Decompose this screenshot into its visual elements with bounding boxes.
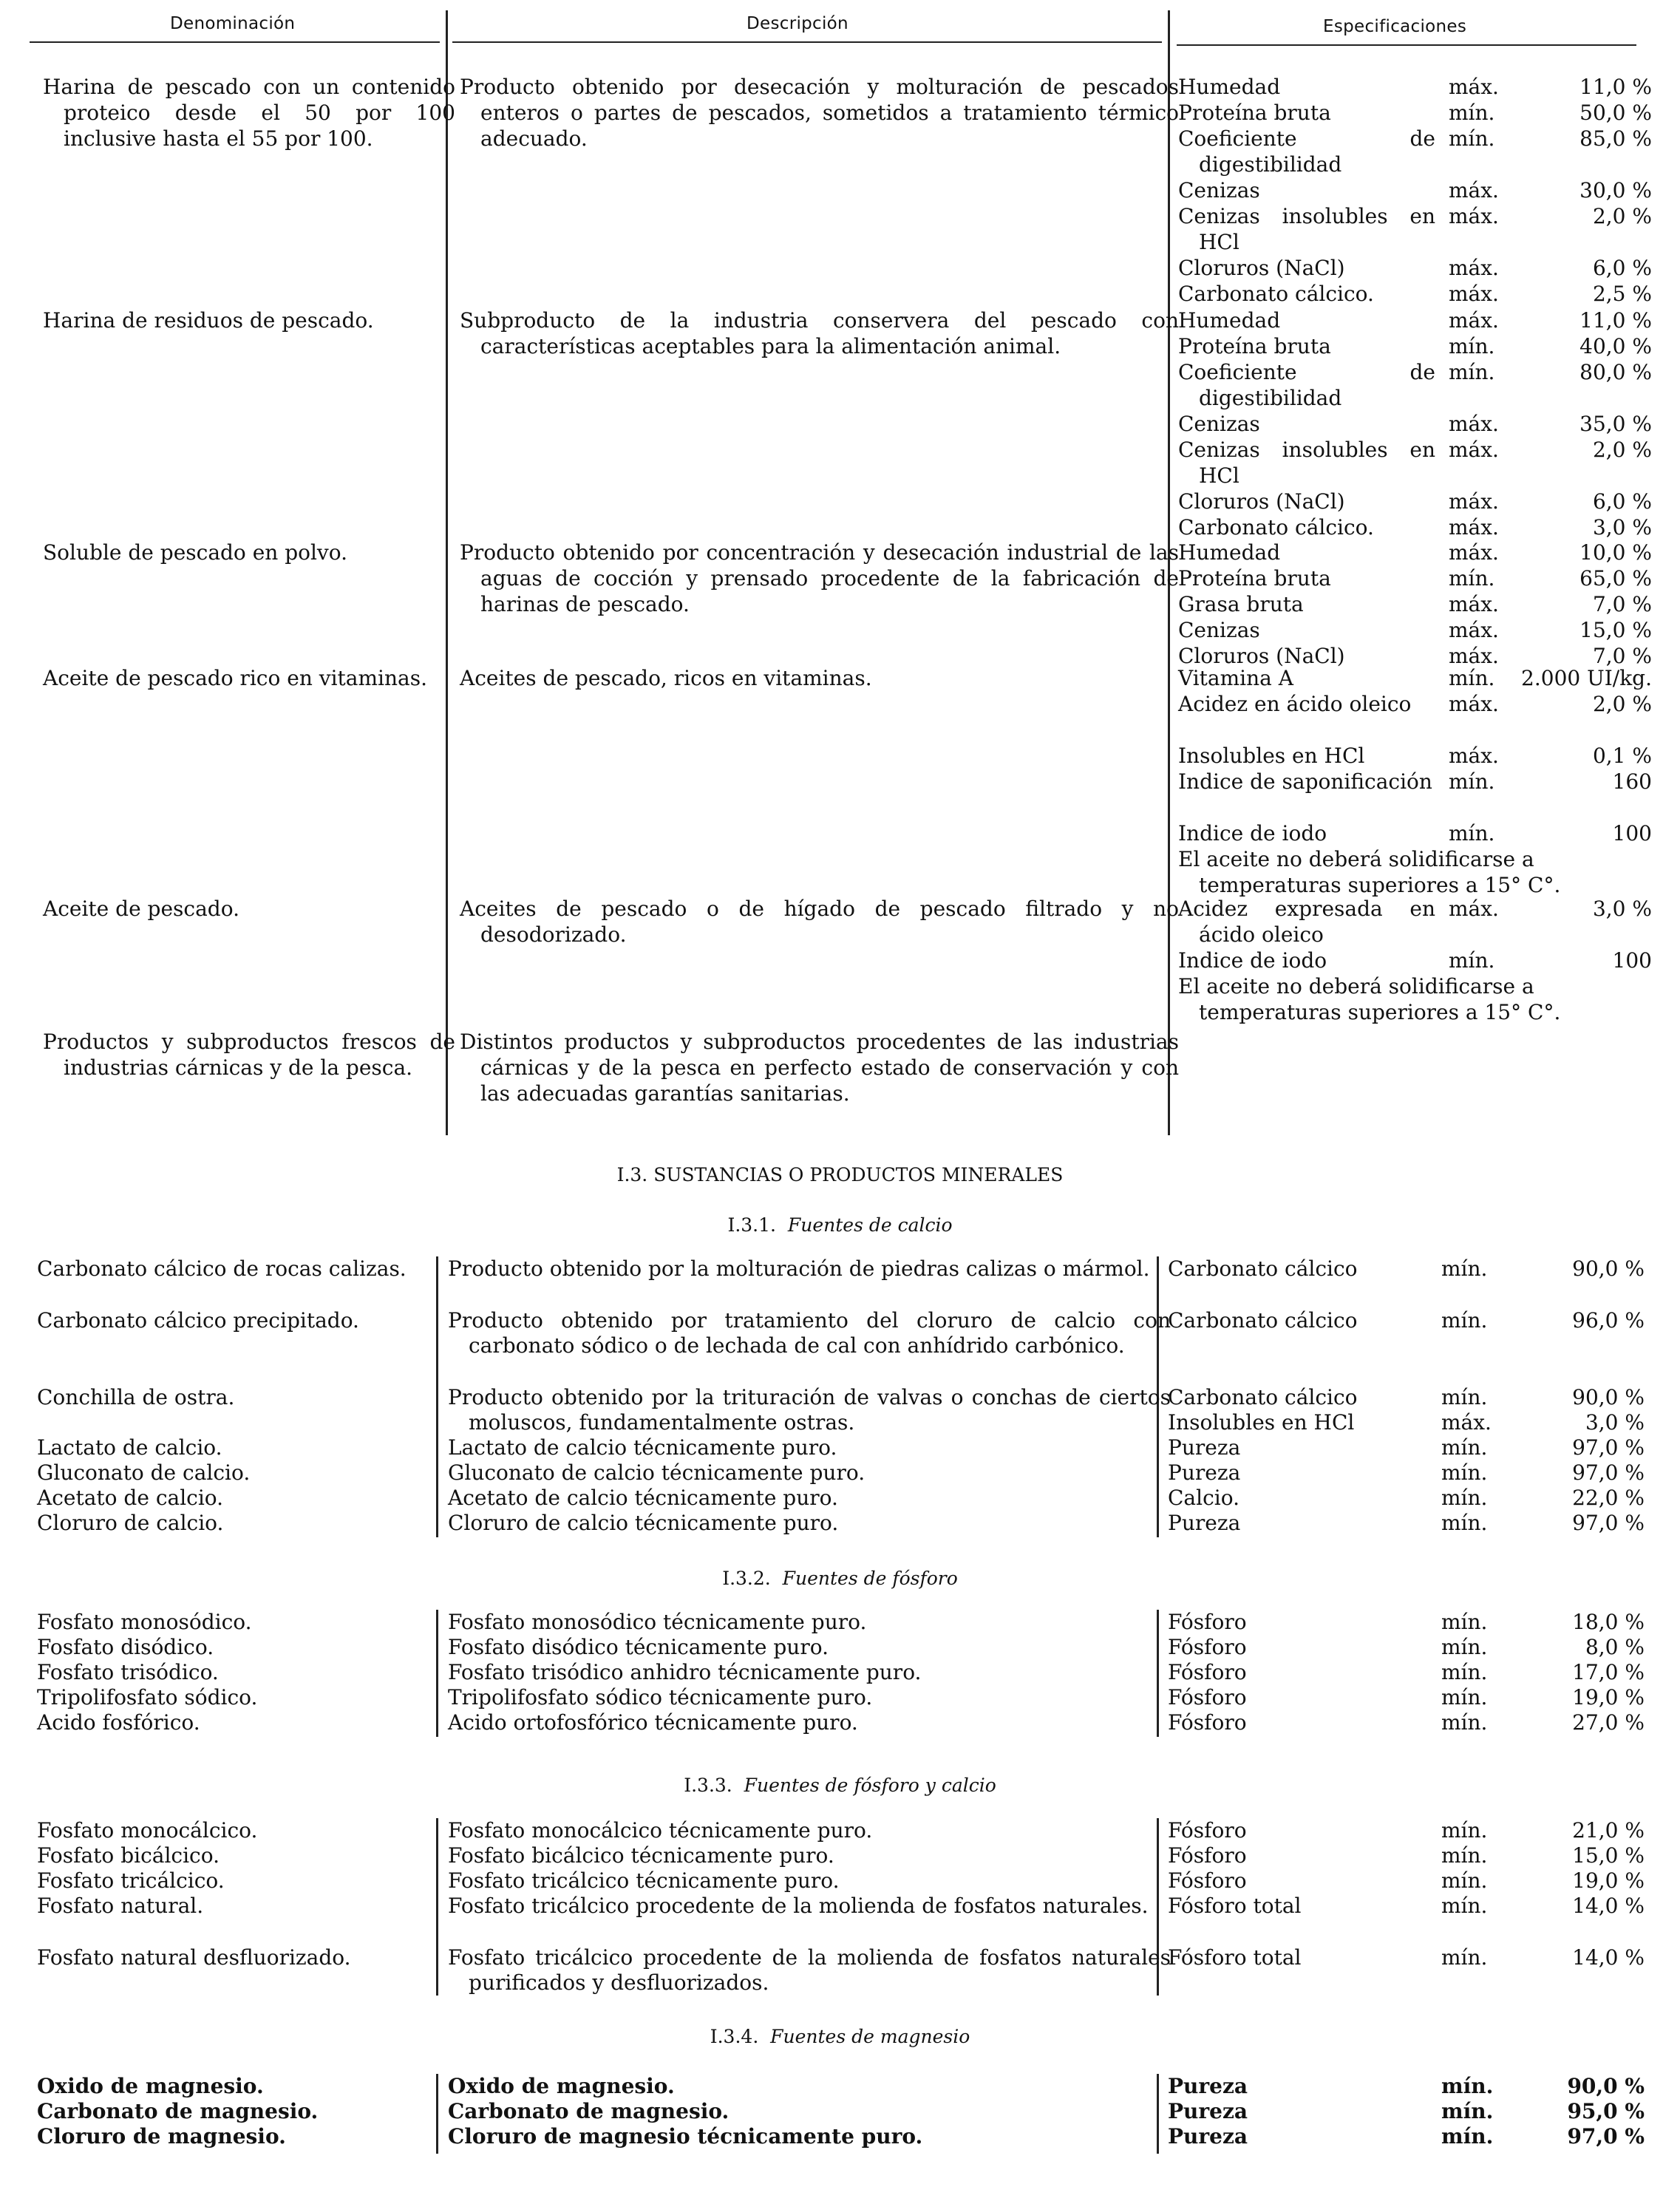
spec-mode: mín. — [1441, 1435, 1488, 1460]
spec-mode: máx. — [1449, 308, 1499, 333]
spec-name: Cenizas — [1178, 412, 1260, 436]
spec-value: 0,1 % — [1592, 744, 1652, 768]
spec-name: Pureza — [1168, 2124, 1248, 2149]
spec-name: Cenizas — [1178, 618, 1260, 642]
spec-mode: mín. — [1441, 2074, 1494, 2098]
spec-name: Cloruros (NaCl) — [1178, 644, 1345, 668]
denominacion-cell: Fosfato tricálcico. — [37, 1868, 225, 1893]
spec-name: Indice de iodo — [1178, 821, 1327, 846]
descripcion-cell: Fosfato trisódico anhidro técnicamente puro. — [448, 1660, 922, 1684]
spec-mode: mín. — [1441, 1945, 1488, 1970]
denominacion-cell: Gluconato de calcio. — [37, 1460, 251, 1485]
spec-mode: mín. — [1441, 1894, 1488, 1918]
spec-mode: máx. — [1449, 692, 1499, 716]
spec-mode: mín. — [1449, 666, 1495, 690]
descripcion-cell: Cloruro de magnesio técnicamente puro. — [448, 2124, 923, 2149]
spec-name: Fósforo — [1168, 1635, 1247, 1659]
descripcion-cell: Fosfato monosódico técnicamente puro. — [448, 1610, 867, 1634]
spec-value: 15,0 % — [1572, 1843, 1645, 1868]
denominacion-cell: Cloruro de calcio. — [37, 1511, 224, 1535]
spec-name: Proteína bruta — [1178, 101, 1331, 125]
spec-name: Cenizas insolubles en HCl — [1178, 204, 1435, 254]
spec-name: Pureza — [1168, 2074, 1248, 2098]
subsection-title-magnesio: I.3.4. Fuentes de magnesio — [710, 2026, 970, 2047]
header-especificaciones: Especificaciones — [1323, 17, 1467, 36]
spec-value: 50,0 % — [1579, 101, 1652, 125]
spec-value: 14,0 % — [1572, 1945, 1645, 1970]
descripcion-cell: Fosfato disódico técnicamente puro. — [448, 1635, 829, 1659]
spec-value: 19,0 % — [1572, 1685, 1645, 1710]
spec-value: 22,0 % — [1572, 1486, 1645, 1510]
spec-value: 100 — [1612, 948, 1652, 973]
spec-name: Vitamina A — [1178, 666, 1293, 690]
spec-value: 6,0 % — [1592, 489, 1652, 514]
spec-name: Insolubles en HCl — [1178, 744, 1365, 768]
spec-value: 3,0 % — [1585, 1410, 1645, 1435]
spec-value: 19,0 % — [1572, 1868, 1645, 1893]
spec-mode: máx. — [1449, 438, 1499, 462]
spec-mode: mín. — [1449, 566, 1495, 591]
descripcion-cell: Carbonato de magnesio. — [448, 2099, 730, 2123]
descripcion-cell: Acido ortofosfórico técnicamente puro. — [448, 1710, 858, 1735]
spec-mode: máx. — [1449, 592, 1499, 616]
spec-mode: mín. — [1441, 1486, 1488, 1510]
spec-name: Acidez expresada en ácido oleico — [1178, 897, 1435, 947]
denominacion-cell: Productos y subproductos frescos de industrias cárnicas y de la pesca. — [43, 1030, 455, 1080]
spec-value: 40,0 % — [1579, 334, 1652, 358]
descripcion-cell: Producto obtenido por desecación y molturación de pescados enteros o partes de pescados, sometidos a tratamiento térmico adecuado. — [460, 75, 1179, 151]
spec-value: 65,0 % — [1579, 566, 1652, 591]
spec-name: Indice de saponificación — [1178, 769, 1432, 794]
header-descripcion: Descripción — [747, 14, 848, 33]
spec-value: 8,0 % — [1585, 1635, 1645, 1659]
spec-mode: mín. — [1441, 1308, 1488, 1333]
descripcion-cell: Fosfato monocálcico técnicamente puro. — [448, 1818, 873, 1843]
spec-mode: máx. — [1449, 744, 1499, 768]
spec-value: 90,0 % — [1572, 1256, 1645, 1281]
spec-mode: mín. — [1449, 334, 1495, 358]
denominacion-cell: Fosfato bicálcico. — [37, 1843, 220, 1868]
spec-name: Carbonato cálcico. — [1178, 282, 1374, 306]
spec-mode: mín. — [1441, 1256, 1488, 1281]
spec-value: 35,0 % — [1579, 412, 1652, 436]
denominacion-cell: Lactato de calcio. — [37, 1435, 222, 1460]
spec-name: Fósforo — [1168, 1868, 1247, 1893]
header-rule — [452, 41, 1162, 43]
spec-name: Carbonato cálcico. — [1178, 515, 1374, 540]
spec-value: 7,0 % — [1592, 644, 1652, 668]
spec-name: Fósforo — [1168, 1685, 1247, 1710]
subsection-title-calcio: I.3.1. Fuentes de calcio — [727, 1214, 953, 1236]
spec-value: 11,0 % — [1579, 75, 1652, 99]
spec-mode: máx. — [1449, 178, 1499, 203]
denominacion-cell: Conchilla de ostra. — [37, 1385, 235, 1409]
subsection-title-fosforo: I.3.2. Fuentes de fósforo — [722, 1568, 958, 1589]
descripcion-cell: Producto obtenido por concentración y desecación industrial de las aguas de cocción y prensado procedente de la fabricación de harinas de pescado. — [460, 540, 1179, 616]
section-title: I.3. SUSTANCIAS O PRODUCTOS MINERALES — [616, 1164, 1064, 1185]
spec-value: 2,0 % — [1592, 204, 1652, 228]
spec-value: 97,0 % — [1567, 2124, 1645, 2149]
spec-mode: mín. — [1441, 1660, 1488, 1684]
spec-name: Proteína bruta — [1178, 566, 1331, 591]
spec-name: Fósforo total — [1168, 1945, 1302, 1970]
subsection-title-fosforo-calcio: I.3.3. Fuentes de fósforo y calcio — [684, 1775, 996, 1796]
spec-name: Acidez en ácido oleico — [1178, 692, 1412, 716]
spec-value: 2,0 % — [1592, 438, 1652, 462]
spec-name: Fósforo — [1168, 1610, 1247, 1634]
denominacion-cell: Fosfato natural desfluorizado. — [37, 1945, 351, 1970]
spec-name: Insolubles en HCl — [1168, 1410, 1355, 1435]
spec-name: Pureza — [1168, 1460, 1241, 1485]
descripcion-cell: Fosfato tricálcico procedente de la molienda de fosfatos naturales purificados y desfluorizados. — [448, 1945, 1171, 1995]
spec-mode: mín. — [1449, 769, 1495, 794]
spec-value: 18,0 % — [1572, 1610, 1645, 1634]
spec-name: Cenizas — [1178, 178, 1260, 203]
spec-mode: máx. — [1441, 1410, 1492, 1435]
spec-value: 7,0 % — [1592, 592, 1652, 616]
spec-value: 2.000 UI/kg. — [1521, 666, 1652, 690]
descripcion-cell: Oxido de magnesio. — [448, 2074, 675, 2098]
denominacion-cell: Carbonato de magnesio. — [37, 2099, 319, 2123]
spec-name: Cloruros (NaCl) — [1178, 489, 1345, 514]
denominacion-cell: Carbonato cálcico de rocas calizas. — [37, 1256, 407, 1281]
spec-mode: máx. — [1449, 618, 1499, 642]
spec-mode: mín. — [1449, 821, 1495, 846]
spec-mode: mín. — [1449, 126, 1495, 151]
spec-name: Fósforo — [1168, 1843, 1247, 1868]
descripcion-cell: Gluconato de calcio técnicamente puro. — [448, 1460, 865, 1485]
header-rule — [1177, 44, 1636, 46]
spec-mode: mín. — [1449, 948, 1495, 973]
denominacion-cell: Cloruro de magnesio. — [37, 2124, 286, 2149]
descripcion-cell: Producto obtenido por la trituración de valvas o conchas de ciertos moluscos, fundamentalmente ostras. — [448, 1385, 1171, 1435]
spec-mode: máx. — [1449, 540, 1499, 565]
spec-value: 17,0 % — [1572, 1660, 1645, 1684]
spec-value: 97,0 % — [1572, 1460, 1645, 1485]
denominacion-cell: Fosfato disódico. — [37, 1635, 214, 1659]
spec-value: 21,0 % — [1572, 1818, 1645, 1843]
spec-value: 3,0 % — [1592, 515, 1652, 540]
spec-mode: mín. — [1441, 2124, 1494, 2149]
descripcion-cell: Subproducto de la industria conservera del pescado con características aceptables para la alimentación animal. — [460, 308, 1179, 358]
spec-value: 96,0 % — [1572, 1308, 1645, 1333]
spec-mode: máx. — [1449, 282, 1499, 306]
spec-mode: máx. — [1449, 256, 1499, 280]
spec-value: 2,5 % — [1592, 282, 1652, 306]
spec-mode: mín. — [1441, 1385, 1488, 1409]
denominacion-cell: Aceite de pescado. — [43, 897, 239, 921]
denominacion-cell: Harina de pescado con un contenido proteico desde el 50 por 100 inclusive hasta el 55 por 100. — [43, 75, 455, 151]
denominacion-cell: Acido fosfórico. — [37, 1710, 200, 1735]
spec-value: 11,0 % — [1579, 308, 1652, 333]
spec-name: Carbonato cálcico — [1168, 1256, 1358, 1281]
column-divider — [446, 10, 448, 1135]
descripcion-cell: Producto obtenido por tratamiento del cloruro de calcio con carbonato sódico o de lechada de cal con anhídrido carbónico. — [448, 1308, 1171, 1358]
spec-value: 80,0 % — [1579, 360, 1652, 384]
denominacion-cell: Oxido de magnesio. — [37, 2074, 264, 2098]
descripcion-cell: Distintos productos y subproductos procedentes de las industrias cárnicas y de la pesca en perfecto estado de conservación y con las adecuadas garantías sanitarias. — [460, 1030, 1179, 1106]
spec-name: Fósforo total — [1168, 1894, 1302, 1918]
spec-mode: mín. — [1441, 1460, 1488, 1485]
spec-name: Pureza — [1168, 1511, 1241, 1535]
denominacion-cell: Acetato de calcio. — [37, 1486, 224, 1510]
spec-value: 160 — [1612, 769, 1652, 794]
spec-value: 100 — [1612, 821, 1652, 846]
spec-mode: mín. — [1441, 1710, 1488, 1735]
denominacion-cell: Soluble de pescado en polvo. — [43, 540, 348, 565]
descripcion-cell: Lactato de calcio técnicamente puro. — [448, 1435, 837, 1460]
header-rule — [30, 41, 440, 43]
spec-value: 90,0 % — [1567, 2074, 1645, 2098]
spec-mode: mín. — [1441, 1511, 1488, 1535]
spec-mode: mín. — [1441, 1610, 1488, 1634]
denominacion-cell: Harina de residuos de pescado. — [43, 308, 374, 333]
denominacion-cell: Fosfato monocálcico. — [37, 1818, 258, 1843]
spec-value: 30,0 % — [1579, 178, 1652, 203]
spec-value: 10,0 % — [1579, 540, 1652, 565]
spec-mode: máx. — [1449, 515, 1499, 540]
spec-mode: máx. — [1449, 644, 1499, 668]
spec-mode: mín. — [1449, 360, 1495, 384]
spec-value: 97,0 % — [1572, 1435, 1645, 1460]
spec-mode: mín. — [1441, 1818, 1488, 1843]
spec-mode: máx. — [1449, 489, 1499, 514]
spec-mode: mín. — [1441, 1685, 1488, 1710]
spec-name: Coeficiente de digestibilidad — [1178, 126, 1435, 177]
descripcion-cell: Fosfato bicálcico técnicamente puro. — [448, 1843, 834, 1868]
spec-name: Grasa bruta — [1178, 592, 1304, 616]
spec-name: Cenizas insolubles en HCl — [1178, 438, 1435, 488]
descripcion-cell: Cloruro de calcio técnicamente puro. — [448, 1511, 839, 1535]
spec-name: Pureza — [1168, 1435, 1241, 1460]
spec-value: 3,0 % — [1592, 897, 1652, 921]
spec-value: 27,0 % — [1572, 1710, 1645, 1735]
spec-mode: mín. — [1441, 1635, 1488, 1659]
spec-value: 15,0 % — [1579, 618, 1652, 642]
denominacion-cell: Carbonato cálcico precipitado. — [37, 1308, 359, 1333]
spec-name: Fósforo — [1168, 1660, 1247, 1684]
spec-value: 6,0 % — [1592, 256, 1652, 280]
denominacion-cell: Fosfato trisódico. — [37, 1660, 219, 1684]
spec-name: Calcio. — [1168, 1486, 1239, 1510]
spec-name: Carbonato cálcico — [1168, 1385, 1358, 1409]
spec-name: Proteína bruta — [1178, 334, 1331, 358]
spec-value: 97,0 % — [1572, 1511, 1645, 1535]
spec-name: Indice de iodo — [1178, 948, 1327, 973]
spec-value: 14,0 % — [1572, 1894, 1645, 1918]
descripcion-cell: Tripolifosfato sódico técnicamente puro. — [448, 1685, 873, 1710]
denominacion-cell: Aceite de pescado rico en vitaminas. — [43, 666, 427, 690]
descripcion-cell: Aceites de pescado, ricos en vitaminas. — [460, 666, 872, 690]
spec-mode: máx. — [1449, 412, 1499, 436]
spec-note: El aceite no deberá solidificarse a temperaturas superiores a 15° C°. — [1178, 974, 1561, 1024]
spec-mode: mín. — [1441, 1868, 1488, 1893]
denominacion-cell: Fosfato monosódico. — [37, 1610, 252, 1634]
descripcion-cell: Aceites de pescado o de hígado de pescado filtrado y no desodorizado. — [460, 897, 1179, 947]
spec-mode: máx. — [1449, 75, 1499, 99]
spec-mode: mín. — [1449, 101, 1495, 125]
descripcion-cell: Producto obtenido por la molturación de piedras calizas o mármol. — [448, 1256, 1150, 1281]
spec-value: 2,0 % — [1592, 692, 1652, 716]
spec-note: El aceite no deberá solidificarse a temperaturas superiores a 15° C°. — [1178, 847, 1561, 897]
spec-name: Cloruros (NaCl) — [1178, 256, 1345, 280]
descripcion-cell: Acetato de calcio técnicamente puro. — [448, 1486, 838, 1510]
header-denominacion: Denominación — [170, 14, 296, 33]
descripcion-cell: Fosfato tricálcico técnicamente puro. — [448, 1868, 840, 1893]
spec-name: Humedad — [1178, 75, 1281, 99]
spec-mode: máx. — [1449, 204, 1499, 228]
spec-mode: mín. — [1441, 2099, 1494, 2123]
spec-mode: máx. — [1449, 897, 1499, 921]
spec-value: 95,0 % — [1567, 2099, 1645, 2123]
spec-name: Humedad — [1178, 308, 1281, 333]
denominacion-cell: Tripolifosfato sódico. — [37, 1685, 258, 1710]
spec-name: Humedad — [1178, 540, 1281, 565]
spec-value: 85,0 % — [1579, 126, 1652, 151]
spec-name: Fósforo — [1168, 1818, 1247, 1843]
spec-name: Pureza — [1168, 2099, 1248, 2123]
spec-mode: mín. — [1441, 1843, 1488, 1868]
spec-name: Fósforo — [1168, 1710, 1247, 1735]
spec-name: Carbonato cálcico — [1168, 1308, 1358, 1333]
denominacion-cell: Fosfato natural. — [37, 1894, 204, 1918]
descripcion-cell: Fosfato tricálcico procedente de la molienda de fosfatos naturales. — [448, 1894, 1149, 1918]
spec-name: Coeficiente de digestibilidad — [1178, 360, 1435, 410]
spec-value: 90,0 % — [1572, 1385, 1645, 1409]
